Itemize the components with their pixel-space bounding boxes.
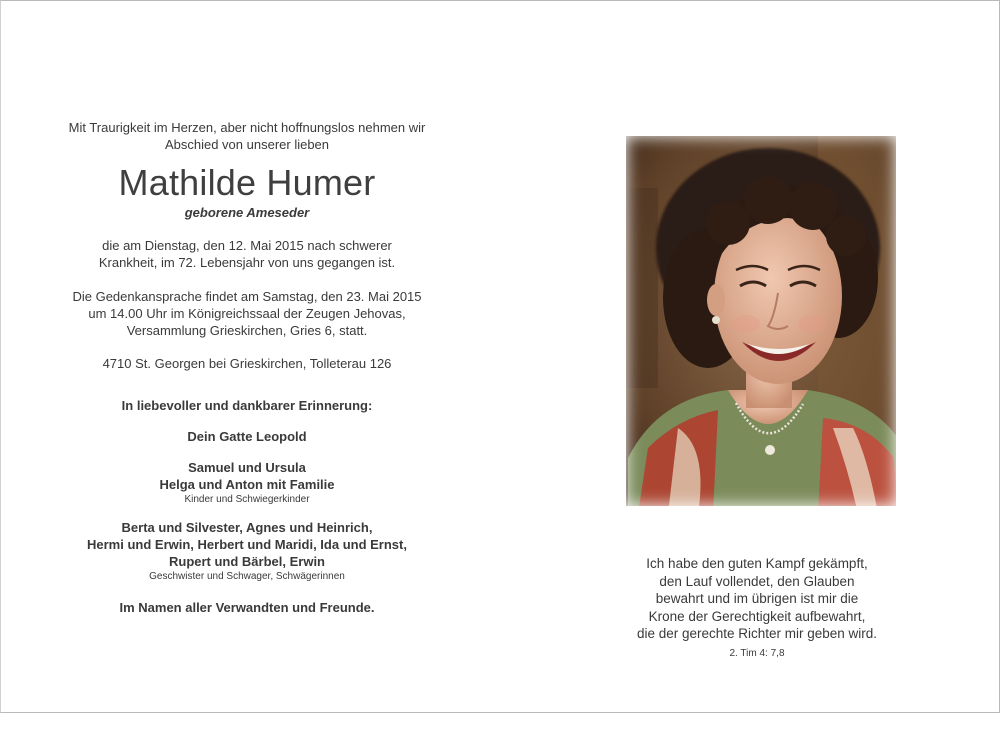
obituary-text-column: [41, 119, 453, 616]
verse-line-3: bewahrt und im übrigen ist mir die: [655, 591, 859, 606]
spouse-line: Dein Gatte Leopold: [187, 429, 307, 444]
death-notice: [41, 237, 453, 271]
siblings-group: [41, 519, 453, 583]
siblings-caption: Geschwister und Schwager, Schwägerinnen: [149, 571, 345, 582]
maiden-name: geborene Ameseder: [184, 205, 310, 220]
memory-heading: In liebevoller und dankbarer Erinnerung:: [121, 398, 373, 413]
bible-verse: [607, 555, 907, 660]
siblings-line-3: Rupert und Bärbel, Erwin: [168, 554, 325, 569]
speech-line-1: Die Gedenkansprache findet am Samstag, den 23. Mai 2015: [72, 289, 422, 304]
speech-line-3: Versammlung Grieskirchen, Gries 6, statt.: [126, 323, 368, 338]
portrait-illustration: [618, 128, 904, 514]
verse-line-1: Ich habe den guten Kampf gekämpft,: [646, 556, 868, 571]
children-group: [41, 459, 453, 506]
intro-line-1: Mit Traurigkeit im Herzen, aber nicht hoffnungslos nehmen wir: [68, 120, 426, 135]
death-line-1: die am Dienstag, den 12. Mai 2015 nach schwerer: [102, 238, 392, 253]
memorial-speech-notice: [41, 288, 453, 339]
children-caption: Kinder und Schwiegerkinder: [184, 494, 310, 505]
portrait-photo: [618, 128, 904, 514]
speech-line-2: um 14.00 Uhr im Königreichssaal der Zeugen Jehovas,: [88, 306, 406, 321]
siblings-line-2: Hermi und Erwin, Herbert und Maridi, Ida und Ernst,: [87, 537, 407, 552]
intro-line-2: Abschied von unserer lieben: [164, 137, 330, 152]
children-line-2: Helga und Anton mit Familie: [159, 477, 335, 492]
home-address: 4710 St. Georgen bei Grieskirchen, Tolleterau 126: [102, 356, 392, 371]
deceased-name: Mathilde Humer: [118, 162, 376, 203]
verse-line-2: den Lauf vollendet, den Glauben: [659, 573, 855, 589]
verse-line-4: Krone der Gerechtigkeit aufbewahrt,: [648, 608, 866, 624]
verse-reference: 2. Tim 4: 7,8: [729, 647, 785, 659]
verse-line-5: die der gerechte Richter mir geben wird.: [636, 626, 878, 641]
closing-line: Im Namen aller Verwandten und Freunde.: [119, 600, 375, 615]
death-line-2: Krankheit, im 72. Lebensjahr von uns gegangen ist.: [98, 255, 396, 270]
siblings-line-1: Berta und Silvester, Agnes und Heinrich,: [121, 520, 373, 535]
children-line-1: Samuel und Ursula: [188, 460, 306, 475]
